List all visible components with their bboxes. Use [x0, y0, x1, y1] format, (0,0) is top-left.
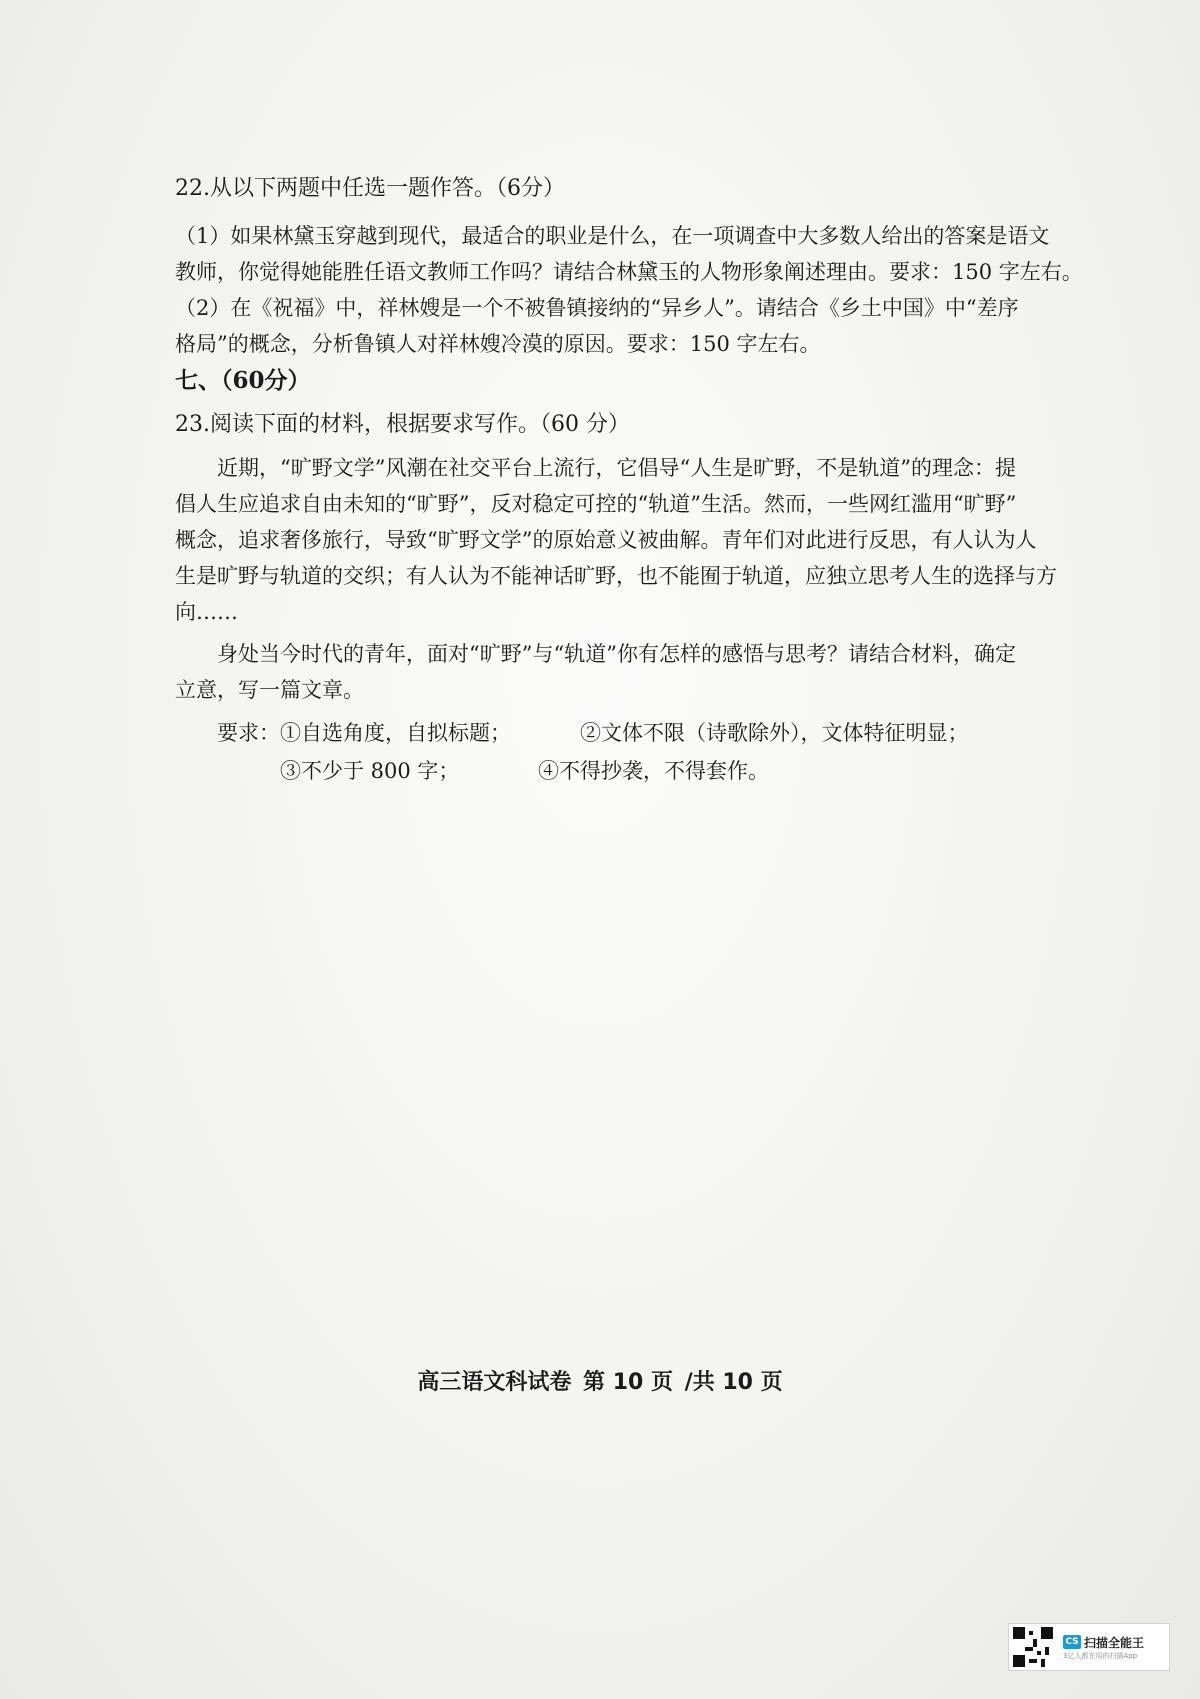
- badge-text: [1063, 1634, 1144, 1661]
- q23-prompt-line2: 立意，写一篇文章。: [175, 678, 364, 702]
- section7-heading: 七、（60分）: [175, 367, 311, 394]
- q23-material-line2: 倡人生应追求自由未知的“旷野”，反对稳定可控的“轨道”生活。然而，一些网红滥用“旷野”: [175, 492, 1017, 516]
- q23-prompt-line1: 身处当今时代的青年，面对“旷野”与“轨道”你有怎样的感悟与思考？请结合材料，确定: [217, 642, 1016, 666]
- page-footer: [0, 1365, 1200, 1396]
- requirement-2: ②文体不限（诗歌除外），文体特征明显；: [580, 721, 969, 745]
- q22-heading: 22.从以下两题中任选一题作答。（6分）: [175, 176, 565, 201]
- requirement-1: ①自选角度，自拟标题；: [280, 721, 511, 745]
- camscanner-logo-icon: CS: [1063, 1635, 1081, 1649]
- badge-app-name: 扫描全能王: [1084, 1635, 1145, 1650]
- q22-option1-line2: 教师，你觉得她能胜任语文教师工作吗？请结合林黛玉的人物形象阐述理由。要求：150 字左右。: [175, 260, 1083, 284]
- q22-option2-line1: （2）在《祝福》中，祥林嫂是一个不被鲁镇接纳的“异乡人”。请结合《乡土中国》中“差序: [175, 296, 1019, 320]
- q22-option1-line1: （1）如果林黛玉穿越到现代，最适合的职业是什么，在一项调查中大多数人给出的答案是语文: [175, 224, 1050, 248]
- page-content: [175, 170, 1105, 790]
- qr-code-icon: [1013, 1627, 1053, 1667]
- q23-material-line3: 概念，追求奢侈旅行，导致“旷野文学”的原始意义被曲解。青年们对此进行反思，有人认为人: [175, 528, 1037, 552]
- q23-material-line4: 生是旷野与轨道的交织；有人认为不能神话旷野，也不能囿于轨道，应独立思考人生的选择与方: [175, 564, 1057, 588]
- q23-heading: 23.阅读下面的材料，根据要求写作。（60 分）: [175, 412, 630, 437]
- q22-option2-line2: 格局”的概念，分析鲁镇人对祥林嫂冷漠的原因。要求：150 字左右。: [175, 332, 821, 356]
- scanner-watermark-badge: [1008, 1623, 1170, 1671]
- q23-requirements-row2: [175, 752, 1105, 790]
- footer-exam-title: 高三语文科试卷: [417, 1370, 572, 1395]
- q23-material-line1: 近期，“旷野文学”风潮在社交平台上流行，它倡导“人生是旷野，不是轨道”的理念：提: [217, 456, 1016, 480]
- footer-page-number: 第 10 页: [583, 1370, 673, 1395]
- requirement-3: ③不少于 800 字；: [280, 759, 460, 783]
- requirements-label: 要求：: [217, 721, 280, 745]
- requirement-4: ④不得抄袭，不得套作。: [538, 759, 769, 783]
- q23-material-line5: 向……: [175, 600, 238, 624]
- q23-requirements-row1: [175, 714, 1105, 752]
- footer-total-pages: /共 10 页: [684, 1370, 783, 1395]
- badge-tagline: 3亿人都在用的扫描App: [1063, 1651, 1138, 1660]
